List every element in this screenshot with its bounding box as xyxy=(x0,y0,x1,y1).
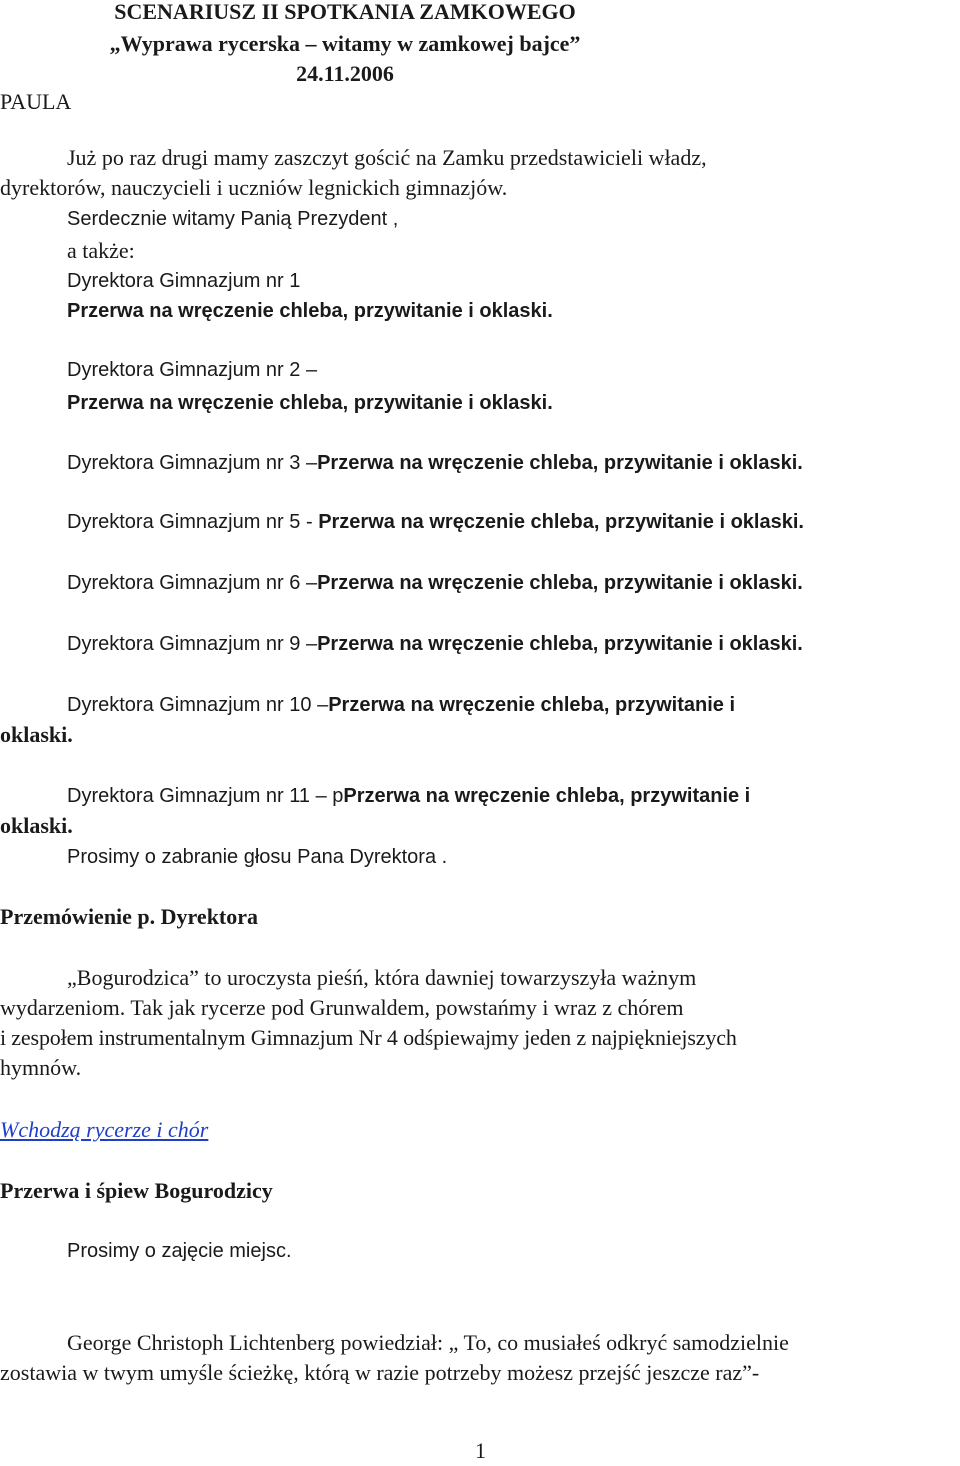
bogurodzica-line-3: i zespołem instrumentalnym Gimnazjum Nr 4 odśpiewajmy jeden z najpiękniejszych xyxy=(0,1025,737,1050)
director-3-line xyxy=(67,448,803,478)
director-5: Dyrektora Gimnazjum nr 5 - xyxy=(67,511,313,533)
pause-1: Przerwa na wręczenie chleba, przywitanie i oklaski. xyxy=(67,300,553,322)
director-9-line xyxy=(67,629,803,659)
intro-line-2: dyrektorów, nauczycieli i uczniów legnickich gimnazjów. xyxy=(0,175,508,200)
bogurodzica-line-4: hymnów. xyxy=(0,1055,82,1080)
intro-line-3: Serdecznie witamy Panią Prezydent , xyxy=(67,208,399,230)
director-10: Dyrektora Gimnazjum nr 10 – xyxy=(67,694,329,716)
pause-10: Przerwa na wręczenie chleba, przywitanie i xyxy=(328,694,736,716)
document-subtitle: „Wyprawa rycerska – witamy w zamkowej bajce” xyxy=(109,31,581,56)
director-2: Dyrektora Gimnazjum nr 2 – xyxy=(67,359,318,381)
speech-heading: Przemówienie p. Dyrektora xyxy=(0,904,259,929)
quote-line-1: George Christoph Lichtenberg powiedział: „ To, co musiałeś odkryć samodzielnie xyxy=(67,1330,789,1355)
pause-11: Przerwa na wręczenie chleba, przywitanie i xyxy=(343,785,751,807)
director-6-line xyxy=(67,568,803,598)
director-5-line xyxy=(67,507,804,537)
document-date: 24.11.2006 xyxy=(296,61,394,86)
knights-enter-link[interactable]: Wchodzą rycerze i chór xyxy=(0,1117,209,1142)
director-11: Dyrektora Gimnazjum nr 11 – p xyxy=(67,785,344,807)
document-title: SCENARIUSZ II SPOTKANIA ZAMKOWEGO xyxy=(114,0,576,24)
quote-line-2: zostawia w twym umyśle ścieżkę, którą w razie potrzeby możesz przejść jeszcze raz”- xyxy=(0,1360,760,1385)
pause-10-continued: oklaski. xyxy=(0,722,73,747)
request-speech: Prosimy o zabranie głosu Pana Dyrektora . xyxy=(67,846,448,868)
bogurodzica-line-2: wydarzeniom. Tak jak rycerze pod Grunwaldem, powstańmy i wraz z chórem xyxy=(0,995,684,1020)
director-10-line xyxy=(67,690,735,720)
pause-9: Przerwa na wręczenie chleba, przywitanie i oklaski. xyxy=(317,633,803,655)
pause-6: Przerwa na wręczenie chleba, przywitanie i oklaski. xyxy=(317,572,803,594)
director-11-line xyxy=(67,781,750,811)
director-9: Dyrektora Gimnazjum nr 9 – xyxy=(67,633,318,655)
bogurodzica-line-1: „Bogurodzica” to uroczysta pieśń, która dawniej towarzyszyła ważnym xyxy=(67,965,697,990)
director-3: Dyrektora Gimnazjum nr 3 – xyxy=(67,452,318,474)
pause-2: Przerwa na wręczenie chleba, przywitanie i oklaski. xyxy=(67,392,553,414)
pause-11-continued: oklaski. xyxy=(0,813,73,838)
speaker-name: PAULA xyxy=(0,89,72,114)
pause-5: Przerwa na wręczenie chleba, przywitanie i oklaski. xyxy=(318,511,804,533)
director-1: Dyrektora Gimnazjum nr 1 xyxy=(67,270,301,292)
director-6: Dyrektora Gimnazjum nr 6 – xyxy=(67,572,318,594)
seats-request: Prosimy o zajęcie miejsc. xyxy=(67,1240,292,1262)
pause-3: Przerwa na wręczenie chleba, przywitanie i oklaski. xyxy=(317,452,803,474)
intro-line-1: Już po raz drugi mamy zaszczyt gościć na Zamku przedstawicieli władz, xyxy=(67,145,707,170)
song-heading: Przerwa i śpiew Bogurodzicy xyxy=(0,1178,273,1203)
page-number: 1 xyxy=(475,1438,486,1463)
intro-line-4: a także: xyxy=(67,238,135,263)
